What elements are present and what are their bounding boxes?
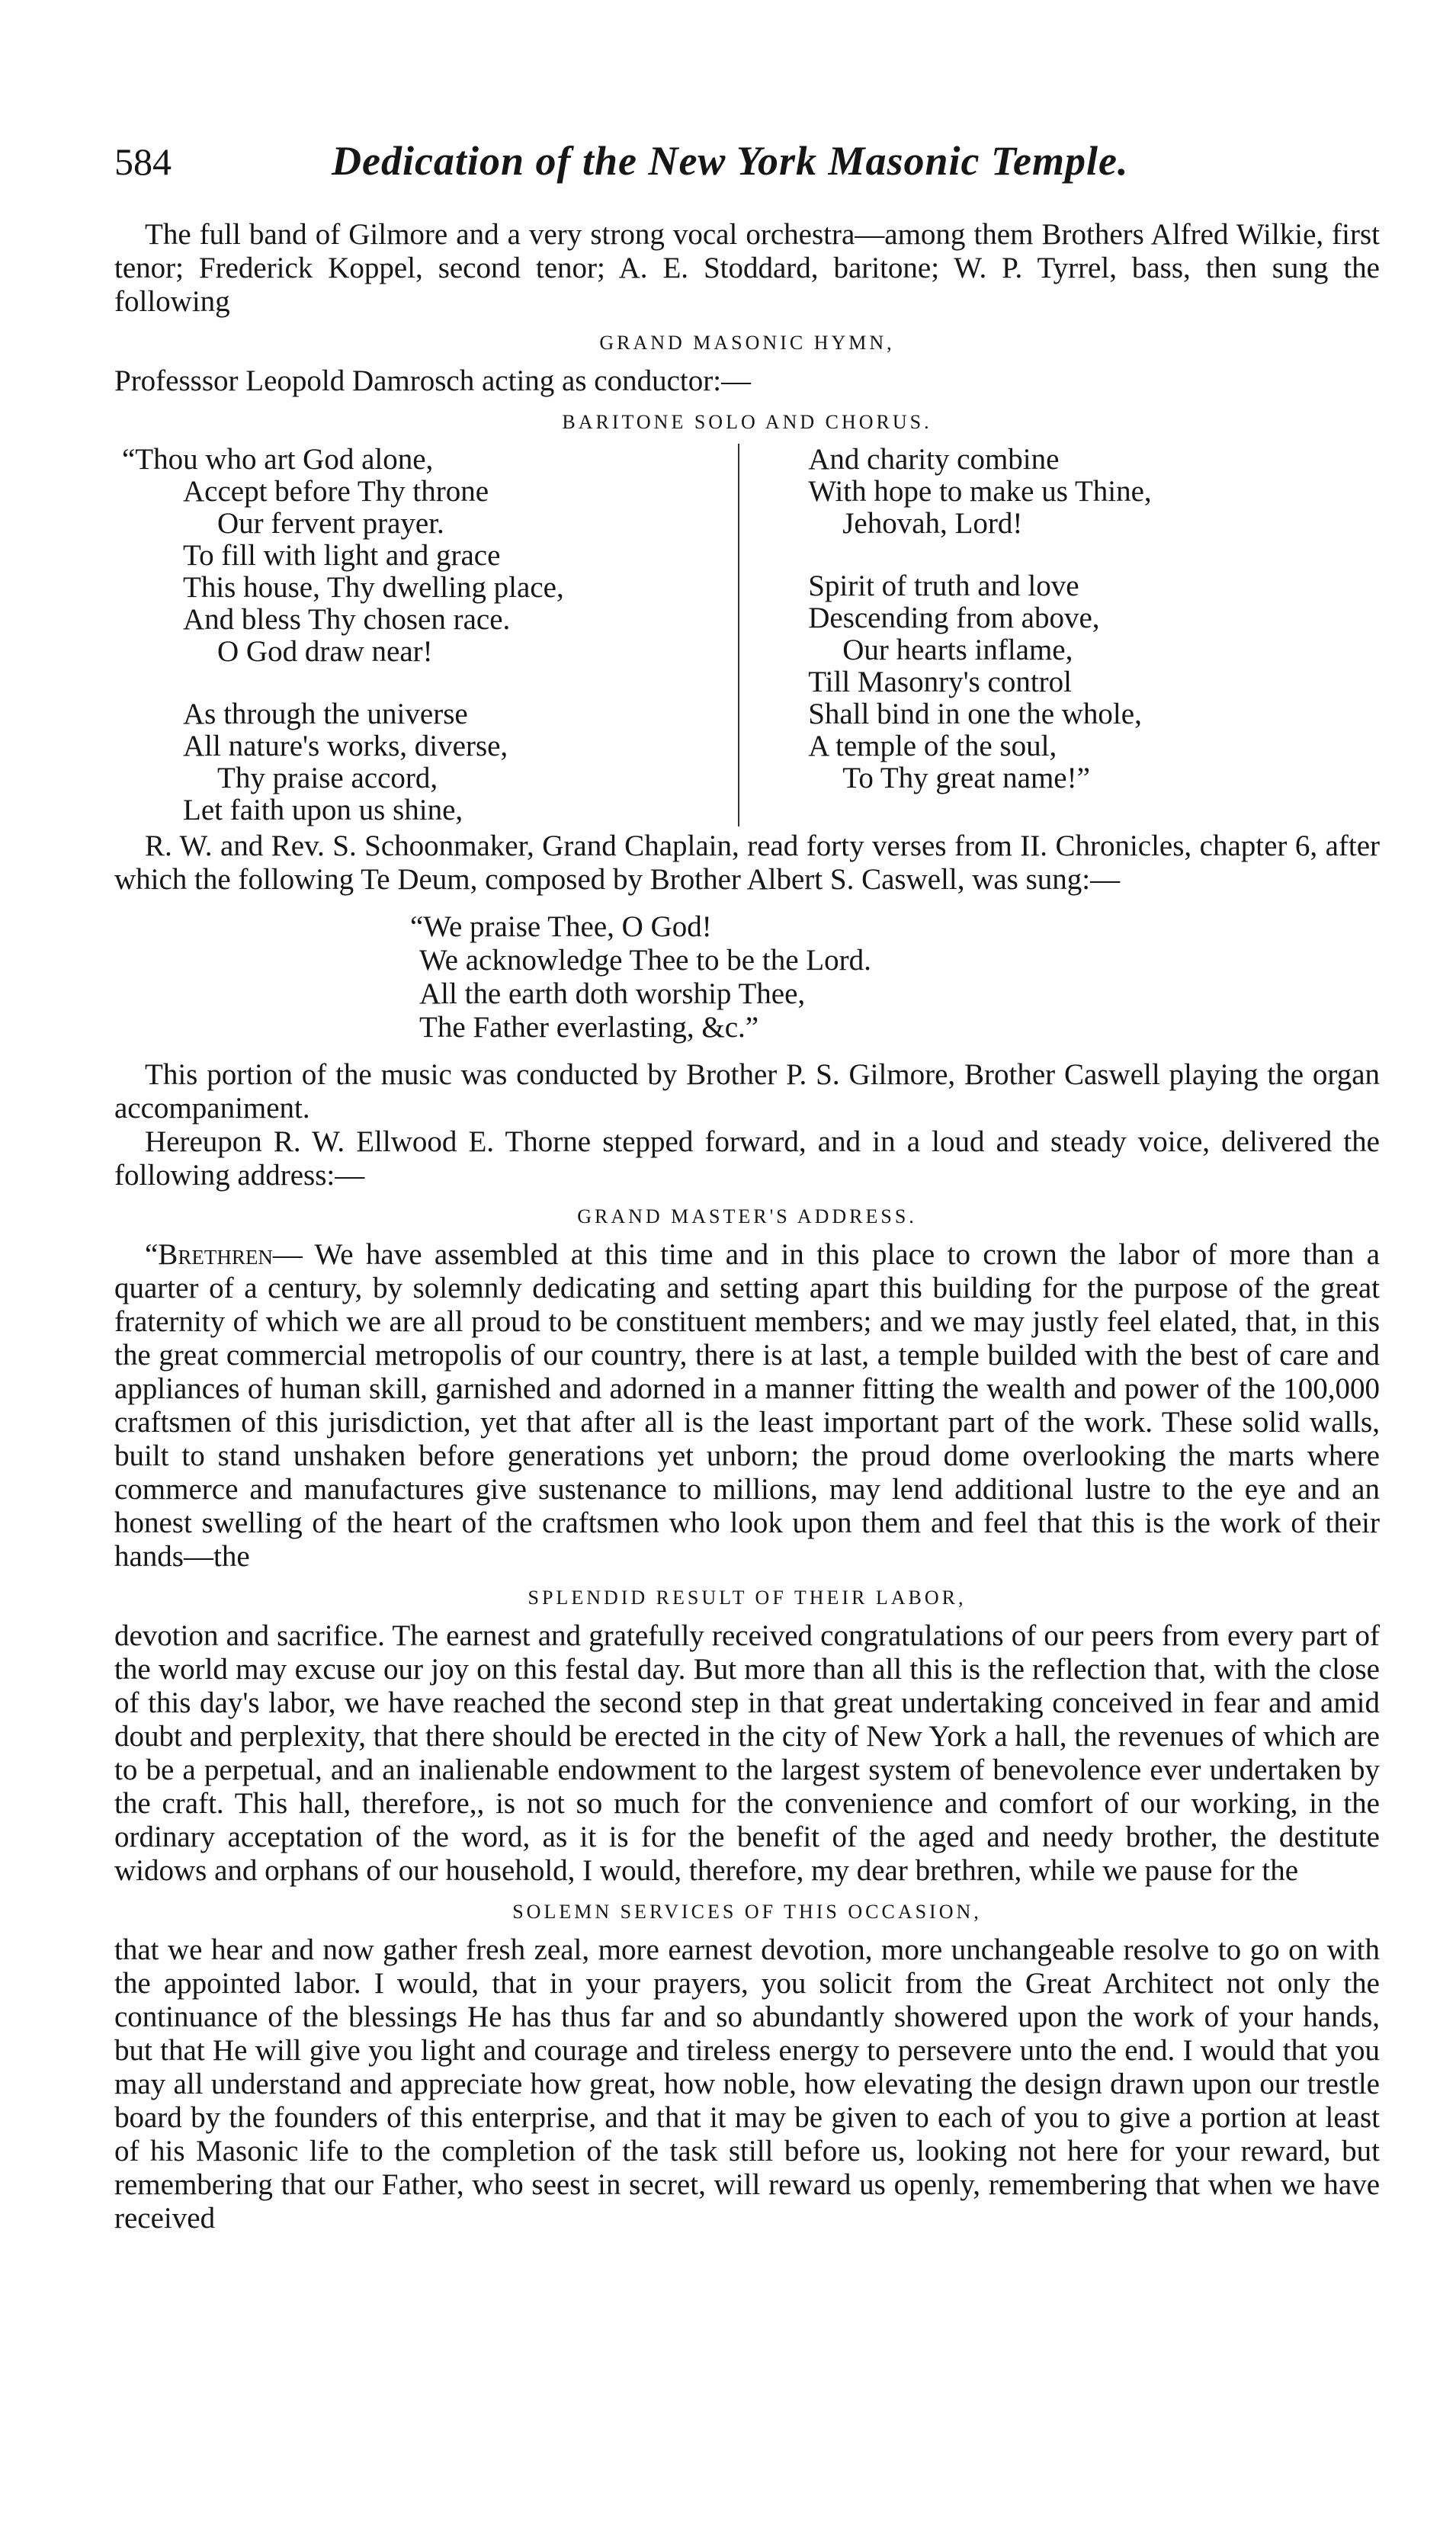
- poem-line: “Thou who art God alone,: [122, 443, 434, 476]
- page-number: 584: [114, 140, 172, 183]
- address-paragraph-1: [114, 1238, 1380, 1574]
- poem-line: A temple of the soul,: [808, 730, 1057, 762]
- heading-solemn-services: SOLEMN SERVICES OF THIS OCCASION,: [512, 1901, 982, 1923]
- address-paragraph-2: devotion and sacrifice. The earnest and gratefully received congratulations of our peers from every part of the world may excuse our joy on this festal day. But more than all this is the reflection that, with the close of this day's labor, we have reached the second step in that great undertaking conceived in fear and amid doubt and perplexity, that there should be erected in the city of New York a hall, the revenues of which are to be a perpetual, and an inalienable endowment to the largest system of benevolence ever undertaken by the craft. This hall, therefore,, is not so much for the convenience and comfort of our working, in the ordinary acceptation of the word, as it is for the benefit of the aged and needy brother, the destitute widows and orphans of our household, I would, therefore, my dear brethren, while we pause for the: [114, 1619, 1380, 1887]
- poem-line: And charity combine: [808, 443, 1060, 476]
- hymn-right-column: [738, 444, 1380, 826]
- heading-grand-masonic-hymn: GRAND MASONIC HYMN,: [599, 332, 895, 354]
- hymn-left-stanza-2: [122, 698, 738, 826]
- conductor-paragraph: Professsor Leopold Damrosch acting as conductor:—: [114, 364, 752, 397]
- poem-line: Our hearts inflame,: [842, 634, 1073, 666]
- poem-line: To fill with light and grace: [183, 539, 501, 572]
- quote-line: The Father everlasting, &c.”: [419, 1011, 759, 1044]
- poem-line: This house, Thy dwelling place,: [183, 571, 564, 604]
- heading-grand-masters-address: GRAND MASTER'S ADDRESS.: [577, 1205, 917, 1227]
- address-paragraph-3: that we hear and now gather fresh zeal, more earnest devotion, more unchangeable resolve to go on with the appointed labor. I would, that in your prayers, you solicit from the Great Architect not only the continuance of the blessings He has thus far and so abundantly showered upon the work of your hands, but that He will give you light and courage and tireless energy to persevere unto the end. I would that you may all understand and appreciate how great, how noble, how elevating the design drawn upon our trestle board by the founders of this enterprise, and that it may be given to each of you to give a portion at least of his Masonic life to the completion of the task still before us, looking not here for your reward, but remembering that our Father, who seest in secret, will reward us openly, remembering that when we have received: [114, 1933, 1380, 2235]
- heading-splendid-result: SPLENDID RESULT OF THEIR LABOR,: [528, 1587, 967, 1609]
- hymn-left-column: [122, 444, 738, 826]
- poem-line: Accept before Thy throne: [183, 475, 489, 508]
- poem-line: Thy praise accord,: [217, 762, 438, 794]
- poem-line: Descending from above,: [808, 602, 1100, 634]
- te-deum-quote: [410, 910, 1380, 1044]
- poem-line: Our fervent prayer.: [217, 507, 444, 540]
- poem-line: Till Masonry's control: [808, 666, 1073, 698]
- chronicles-paragraph: R. W. and Rev. S. Schoonmaker, Grand Chaplain, read forty verses from II. Chronicles, chapter 6, after which the following Te Deum, composed by Brother Albert S. Caswell, was sung:—: [114, 829, 1380, 896]
- poem-line: With hope to make us Thine,: [808, 475, 1152, 508]
- portion-paragraph: This portion of the music was conducted by Brother P. S. Gilmore, Brother Caswell playing the organ accompaniment.: [114, 1058, 1380, 1125]
- intro-paragraph: The full band of Gilmore and a very strong vocal orchestra—among them Brothers Alfred Wilkie, first tenor; Frederick Koppel, second tenor; A. E. Stoddard, baritone; W. P. Tyrrel, bass, then sung the following: [114, 218, 1380, 318]
- hereupon-paragraph: Hereupon R. W. Ellwood E. Thorne stepped forward, and in a loud and steady voice, delivered the following address:—: [114, 1125, 1380, 1192]
- hymn-right-stanza-2: [808, 570, 1380, 794]
- page: [114, 137, 1380, 2235]
- address-text-1: We have assembled at this time and in this place to crown the labor of more than a quarter of a century, by solemnly dedicating and setting apart this building for the purpose of the great fraternity of which we are all proud to be constituent members; and we may justly feel elated, that, in this the great commercial metropolis of our country, there is at last, a temple builded with the best of care and appliances of human skill, garnished and adorned in a manner fitting the wealth and power of the 100,000 craftsmen of this jurisdiction, yet that after all is the least important part of the work. These solid walls, built to stand unshaken before generations yet unborn; the proud dome overlooking the marts where commerce and manufactures give sustenance to millions, may lend additional lustre to the eye and an honest swelling of the heart of the craftsmen who look upon them and feel that this is the work of their hands—the: [114, 1238, 1381, 1573]
- poem-line: Spirit of truth and love: [808, 570, 1079, 602]
- hymn-poem: [122, 444, 1380, 826]
- poem-line: Let faith upon us shine,: [183, 794, 463, 826]
- poem-line: Shall bind in one the whole,: [808, 698, 1142, 730]
- poem-line: O God draw near!: [217, 635, 433, 668]
- poem-line: To Thy great name!”: [842, 762, 1090, 794]
- address-salutation: “Brethren—: [145, 1238, 303, 1271]
- poem-line: And bless Thy chosen race.: [183, 603, 511, 636]
- running-head: [114, 137, 1380, 191]
- poem-line: Jehovah, Lord!: [842, 507, 1023, 540]
- quote-line: We acknowledge Thee to be the Lord.: [419, 944, 871, 977]
- poem-line: All nature's works, diverse,: [183, 730, 508, 762]
- poem-line: As through the universe: [183, 698, 468, 730]
- quote-line: “We praise Thee, O God!: [410, 910, 712, 943]
- quote-line: All the earth doth worship Thee,: [419, 977, 806, 1010]
- hymn-left-stanza-1: [122, 444, 738, 668]
- hymn-right-stanza-1: [808, 444, 1380, 540]
- heading-baritone-solo: BARITONE SOLO AND CHORUS.: [562, 411, 932, 433]
- running-title: Dedication of the New York Masonic Temple.: [332, 138, 1129, 184]
